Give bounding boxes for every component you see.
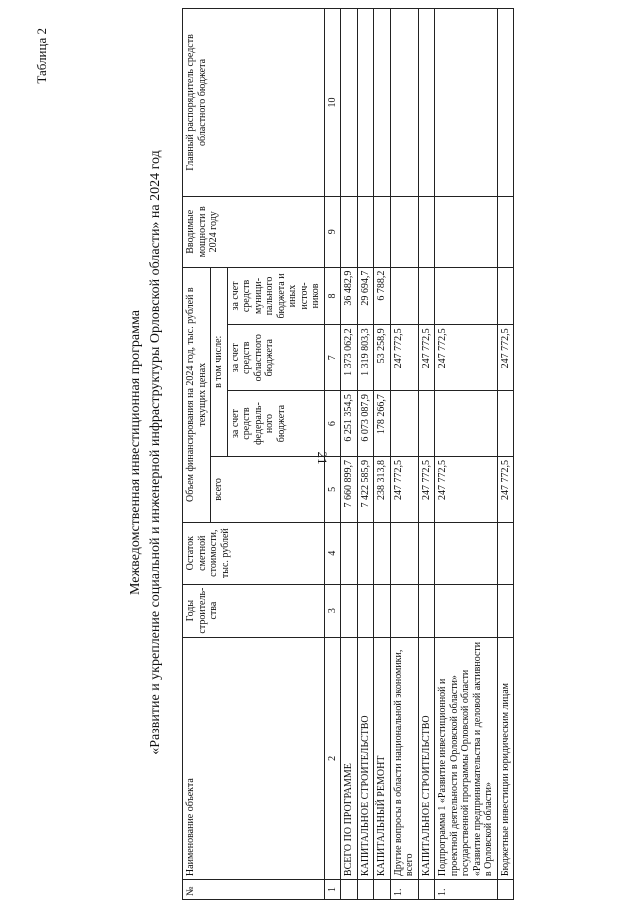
row-number [341,880,358,900]
row-number [357,880,374,900]
row-municipal [418,267,435,325]
row-federal: 6 073 087,9 [357,391,374,457]
column-number: 4 [324,522,341,584]
document-title: Межведомственная инвестиционная программа [128,310,143,595]
column-number: 1 [324,880,341,900]
row-municipal: 29 694,7 [357,267,374,325]
header-object-name: Наименование объекта [183,637,325,879]
row-number: 1. [435,880,498,900]
row-number [418,880,435,900]
header-including: в том числе: [211,267,228,456]
header-number: № [183,880,325,900]
row-number [374,880,391,900]
column-number-row [324,9,341,900]
header-estimate-balance: Остаток сметной стоимости, тыс. рублей [183,522,325,584]
row-municipal: 36 482,9 [341,267,358,325]
row-federal: 178 266,7 [374,391,391,457]
row-regional: 53 258,9 [374,325,391,391]
document-subtitle: «Развитие и укрепление социальной и инженерной инфраструктуры Орловской области» на 2024 год [148,150,163,755]
row-regional: 247 772,5 [435,325,498,391]
table-row [357,9,374,900]
table-number: Таблица 2 [34,28,49,84]
row-name: Другие вопросы в области национальной экономики, всего [390,637,418,879]
row-municipal [390,267,418,325]
row-number [497,880,514,900]
header-municipal: за счет средств муници-пального бюджета и иных источ-ников [227,267,324,325]
row-regional: 247 772,5 [390,325,418,391]
table-row [497,9,514,900]
column-number: 3 [324,584,341,637]
row-total: 247 772,5 [418,456,435,522]
row-name: Подпрограмма 1 «Развитие инвестиционной и проектной деятельности в Орловской области» государственной программы Орловской области «Развитие предпринимательства и деловой активности в Орловской области» [435,637,498,879]
row-name: КАПИТАЛЬНОЕ СТРОИТЕЛЬСТВО [357,637,374,879]
header-capacity: Вводимые мощности в 2024 году [183,196,325,267]
column-number: 5 [324,456,341,522]
row-total: 247 772,5 [497,456,514,522]
column-number: 2 [324,637,341,879]
row-regional: 1 319 803,3 [357,325,374,391]
table-row [374,9,391,900]
table-row [435,9,498,900]
row-federal [497,391,514,457]
header-construction-years: Годы строитель-ства [183,584,325,637]
table-row [341,9,358,900]
investment-program-table [182,8,514,900]
table-header-row [183,9,211,900]
row-total: 247 772,5 [435,456,498,522]
row-total: 7 422 585,9 [357,456,374,522]
row-municipal [497,267,514,325]
row-federal [390,391,418,457]
row-municipal [435,267,498,325]
row-municipal: 6 788,2 [374,267,391,325]
row-name: Бюджетные инвестиции юридическим лицам [497,637,514,879]
row-name: КАПИТАЛЬНОЕ СТРОИТЕЛЬСТВО [418,637,435,879]
header-budget-manager: Главный распорядитель средств областного бюджета [183,9,325,197]
header-funding-volume: Объем финансирования на 2024 год, тыс. рублей в текущих ценах [183,267,211,522]
column-number: 10 [324,9,341,197]
row-federal [418,391,435,457]
header-regional: за счет средств областного бюджета [227,325,324,391]
column-number: 7 [324,325,341,391]
page-number: 21 [315,451,330,465]
row-name: ВСЕГО ПО ПРОГРАММЕ [341,637,358,879]
row-total: 247 772,5 [390,456,418,522]
row-federal: 6 251 354,5 [341,391,358,457]
header-federal: за счет средств федераль-ного бюджета [227,391,324,457]
column-number: 6 [324,391,341,457]
row-total: 7 660 899,7 [341,456,358,522]
row-total: 238 313,8 [374,456,391,522]
column-number: 9 [324,196,341,267]
header-total: всего [211,456,325,522]
row-name: КАПИТАЛЬНЫЙ РЕМОНТ [374,637,391,879]
table-row [390,9,418,900]
table-row [418,9,435,900]
row-regional: 1 373 062,2 [341,325,358,391]
row-federal [435,391,498,457]
row-number: 1. [390,880,418,900]
row-regional: 247 772,5 [418,325,435,391]
row-regional: 247 772,5 [497,325,514,391]
column-number: 8 [324,267,341,325]
